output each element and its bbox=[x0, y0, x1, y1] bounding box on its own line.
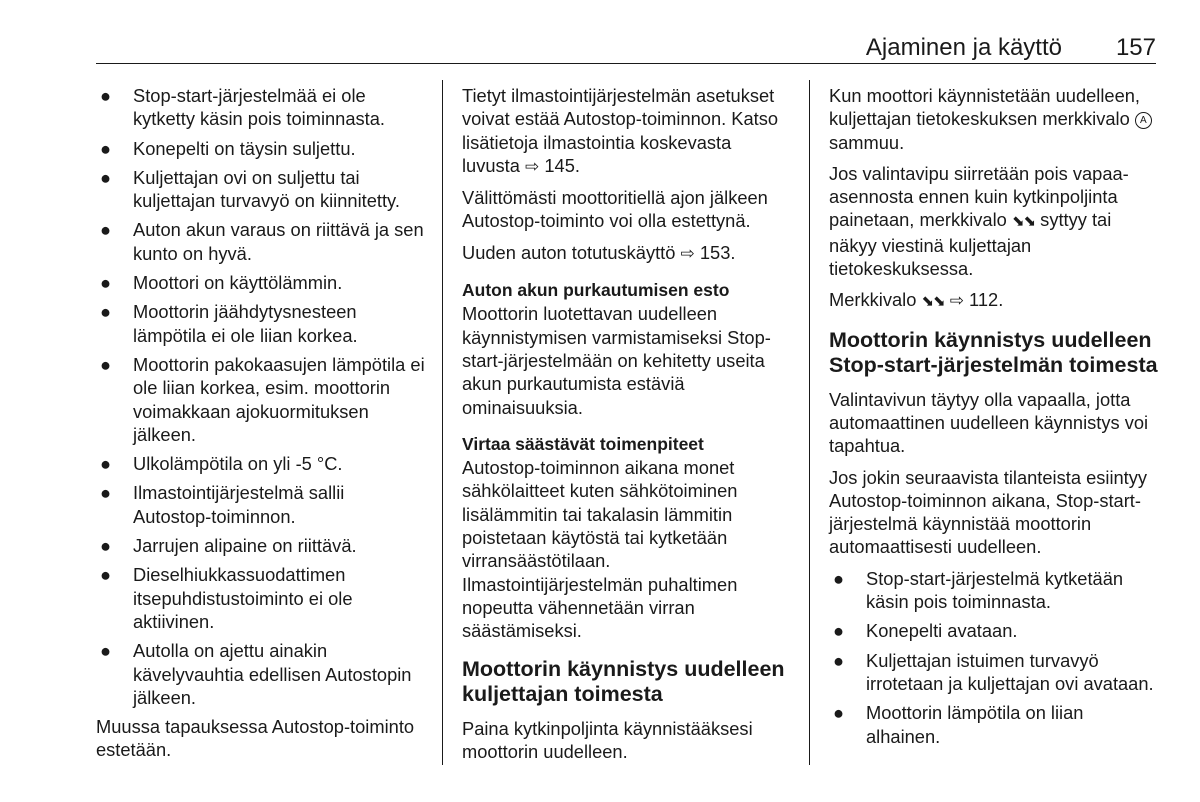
gearshift-indicator-icon: ⬊⬊ bbox=[1011, 213, 1036, 231]
paragraph: Kun moottori käynnistetään uudelleen, kuljettajan tietokeskuksen merkkivalo A sammuu. bbox=[829, 84, 1159, 154]
page-header bbox=[96, 34, 1156, 64]
autostop-indicator-icon: A bbox=[1135, 112, 1152, 129]
paragraph: Paina kytkinpoljinta käynnistääksesi moottorin uudelleen. bbox=[462, 717, 753, 762]
paragraph: Autostop-toiminnon aikana monet sähkölaitteet kuten sähkötoiminen lisälämmitin tai takalasin lämmitin poistetaan käytöstä tai kytketään virransäästötilaan. Ilmastointijärjestelmän puhaltimen nopeutta vähennetään virran säästämiseksi. bbox=[462, 457, 738, 642]
list-item: ● Stop-start-järjestelmää ei ole kytketty käsin pois toiminnasta. bbox=[100, 85, 385, 130]
list-item: ● Moottorin jäähdytysnesteen lämpötila ei ole liian korkea. bbox=[100, 301, 358, 346]
page-number: 157 bbox=[1115, 34, 1156, 61]
bullet-icon: ● bbox=[833, 649, 845, 671]
paragraph: Tietyt ilmastointijärjestelmän asetukset voivat estää Autostop-toiminnon. Katso lisätietoja ilmastointia koskevasta luvusta ⇨ 145. bbox=[462, 85, 779, 176]
list-item: ● Kuljettajan ovi on suljettu tai kuljettajan turvavyö on kiinnitetty. bbox=[100, 166, 400, 212]
paragraph: Valintavivun täytyy olla vapaalla, jotta automaattinen uudelleen käynnistys voi tapahtua. bbox=[829, 388, 1149, 457]
list-item: ● Ulkolämpötila on yli -5 °C. bbox=[100, 453, 343, 475]
paragraph: Uuden auton totutuskäyttö ⇨ 153. bbox=[462, 241, 736, 263]
list-item: ● Auton akun varaus on riittävä ja sen kunto on hyvä. bbox=[100, 219, 424, 264]
list-item: ● Moottorin lämpötila on liian alhainen. bbox=[833, 702, 1084, 747]
list-item: ● Moottori on käyttölämmin. bbox=[100, 272, 343, 294]
page-reference-arrow-icon: ⇨ bbox=[525, 156, 540, 176]
bullet-icon: ● bbox=[100, 564, 112, 586]
bullet-icon: ● bbox=[100, 353, 112, 375]
list-item: ● Stop-start-järjestelmä kytketään käsin pois toiminnasta. bbox=[833, 567, 1124, 613]
bullet-icon: ● bbox=[833, 567, 845, 589]
paragraph: Välittömästi moottoritiellä ajon jälkeen Autostop-toiminto voi olla estettynä. bbox=[462, 187, 768, 232]
bullet-icon: ● bbox=[100, 301, 112, 323]
list-item: ● Ilmastointijärjestelmä sallii Autostop-toiminnon. bbox=[100, 482, 345, 527]
subheading: Auton akun purkautumisen esto bbox=[462, 280, 730, 301]
closing-paragraph: Muussa tapauksessa Autostop-toiminto estetään. bbox=[96, 716, 415, 761]
page-reference: 112. bbox=[969, 289, 1004, 311]
list-item: ● Konepelti avataan. bbox=[833, 620, 1018, 642]
bullet-icon: ● bbox=[100, 453, 112, 475]
list-item: ● Konepelti on täysin suljettu. bbox=[100, 137, 356, 159]
bullet-icon: ● bbox=[833, 702, 845, 724]
bullet-icon: ● bbox=[100, 219, 112, 241]
list-item: ● Kuljettajan istuimen turvavyö irrotetaan ja kuljettajan ovi avataan. bbox=[833, 649, 1154, 694]
paragraph: Jos valintavipu siirretään pois vapaa-asennosta ennen kuin kytkinpoljinta painetaan, merkkivalo ⬊⬊ syttyy tai näkyy viestinä kuljettajan tietokeskuksessa. bbox=[829, 162, 1129, 280]
bullet-icon: ● bbox=[100, 535, 112, 557]
page-reference-arrow-icon: ⇨ bbox=[949, 291, 964, 311]
subheading: Virtaa säästävät toimenpiteet bbox=[462, 433, 704, 454]
chapter-title: Ajaminen ja käyttö bbox=[865, 34, 1062, 61]
bullet-icon: ● bbox=[100, 482, 112, 504]
battery-section bbox=[462, 279, 792, 419]
column-2 bbox=[462, 84, 792, 771]
column-3 bbox=[829, 84, 1159, 754]
paragraph: Merkkivalo ⬊⬊ ⇨ 112. bbox=[829, 289, 1004, 311]
list-item: ● Autolla on ajettu ainakin kävelyvauhtia edellisen Autostopin jälkeen. bbox=[100, 640, 412, 708]
list-item: ● Jarrujen alipaine on riittävä. bbox=[100, 535, 357, 557]
bullet-icon: ● bbox=[100, 85, 112, 106]
column-divider bbox=[442, 80, 443, 765]
paragraph: Moottorin luotettavan uudelleen käynnistymisen varmistamiseksi Stop-start-järjestelmään on kehitetty useita akun purkautumista estäviä ominaisuuksia. bbox=[462, 303, 771, 418]
list-item: ● Dieselhiukkassuodattimen itsepuhdistustoiminto ei ole aktiivinen. bbox=[100, 564, 353, 632]
paragraph: Jos jokin seuraavista tilanteista esiintyy Autostop-toiminnon aikana, Stop-start-järjestelmä käynnistää moottorin automaattisesti uudelleen. bbox=[829, 466, 1148, 558]
bullet-icon: ● bbox=[100, 137, 112, 159]
bullet-icon: ● bbox=[100, 166, 112, 188]
header-divider bbox=[96, 63, 1156, 64]
bullet-icon: ● bbox=[100, 640, 112, 662]
page-reference: 145. bbox=[544, 154, 580, 176]
bullet-icon: ● bbox=[100, 272, 112, 294]
power-saving-section bbox=[462, 433, 792, 643]
restart-conditions-list bbox=[829, 567, 1159, 748]
page-reference: 153. bbox=[699, 241, 736, 263]
list-item: ● Moottorin pakokaasujen lämpötila ei ole liian korkea, esim. moottorin voimakkaan ajokuormituksen jälkeen. bbox=[100, 353, 425, 445]
page-reference-arrow-icon: ⇨ bbox=[680, 243, 695, 263]
gearshift-indicator-icon: ⬊⬊ bbox=[921, 293, 945, 311]
column-1 bbox=[96, 84, 426, 770]
section-heading: Moottorin käynnistys uudelleen kuljettajan toimesta bbox=[462, 656, 785, 706]
section-heading: Moottorin käynnistys uudelleen Stop-start-järjestelmän toimesta bbox=[829, 327, 1158, 377]
bullet-icon: ● bbox=[833, 620, 845, 642]
autostop-conditions-list bbox=[96, 84, 426, 709]
column-divider bbox=[809, 80, 810, 765]
